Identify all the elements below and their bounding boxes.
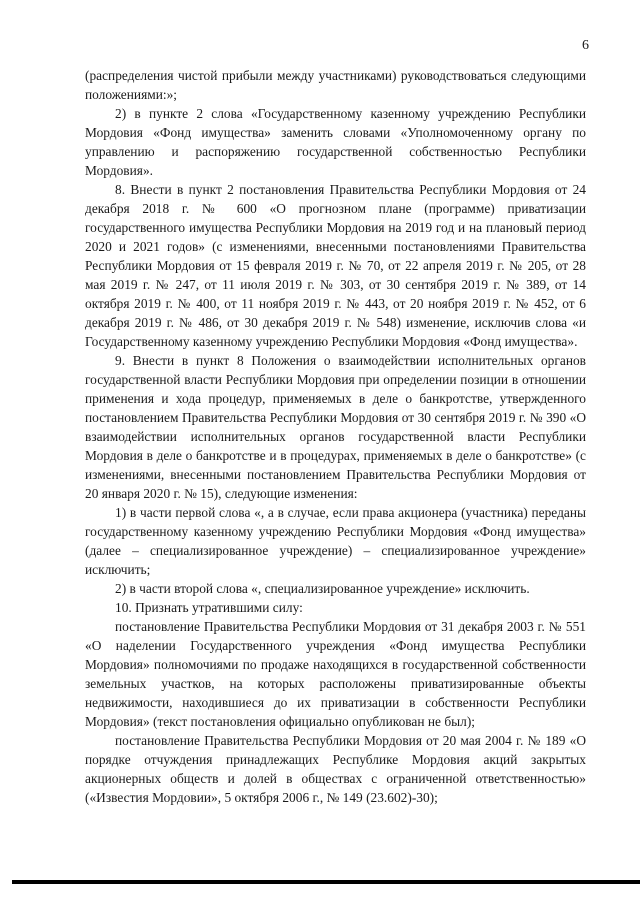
paragraph-repealed-551: постановление Правительства Республики Мордовия от 31 декабря 2003 г. № 551 «О наделении Государственного учреждения «Фонд имущества Республики Мордовия» полномочиями по продаже находящихся в государственной собственности земельных участков, на которых расположены приватизированные объекты недвижимости, находившиеся до их приватизации в собственности Республики Мордовия» (текст постановления официально опубликован не был); [85,619,586,729]
paragraph-item-10: 10. Признать утратившими силу: [115,600,303,615]
paragraph-subitem-1: 1) в части первой слова «, а в случае, если права акционера (участника) переданы государственному казенному учреждению Республики Мордовия «Фонд имущества» (далее – специализированное учреждение) – специализированное учреждение» исключить; [85,505,586,577]
document-body [85,66,586,807]
bottom-scan-border [12,880,640,884]
page-number: 6 [582,38,589,53]
paragraph-repealed-189: постановление Правительства Республики Мордовия от 20 мая 2004 г. № 189 «О порядке отчуждения принадлежащих Республике Мордовия акций закрытых акционерных обществ и долей в обществах с ограниченной ответственностью» («Известия Мордовии», 5 октября 2006 г., № 149 (23.602)-30); [85,733,586,805]
paragraph-continuation: (распределения чистой прибыли между участниками) руководствоваться следующими положениями:»; [85,68,586,102]
paragraph-subitem-2: 2) в пункте 2 слова «Государственному казенному учреждению Республики Мордовия «Фонд имущества» заменить словами «Уполномоченному органу по управлению и распоряжению государственной собственностью Республики Мордовия». [85,106,586,178]
paragraph-item-9: 9. Внести в пункт 8 Положения о взаимодействии исполнительных органов государственной власти Республики Мордовия при определении позиции в отношении применения и хода процедур, применяемых в деле о банкротстве, утвержденного постановлением Правительства Республики Мордовия от 30 сентября 2019 г. № 390 «О взаимодействии исполнительных органов государственной власти Республики Мордовия в деле о банкротстве и в процедурах, применяемых в деле о банкротстве» (с изменениями, внесенными постановлением Правительства Республики Мордовия от 20 января 2020 г. № 15), следующие изменения: [85,353,586,501]
paragraph-item-8: 8. Внести в пункт 2 постановления Правительства Республики Мордовия от 24 декабря 2018 г. № 600 «О прогнозном плане (программе) приватизации государственного имущества Республики Мордовия на 2019 год и на плановый период 2020 и 2021 годов» (с изменениями, внесенными постановлениями Правительства Республики Мордовия от 15 февраля 2019 г. № 70, от 22 апреля 2019 г. № 205, от 28 мая 2019 г. № 247, от 11 июля 2019 г. № 303, от 30 сентября 2019 г. № 389, от 14 октября 2019 г. № 400, от 11 ноября 2019 г. № 443, от 20 ноября 2019 г. № 452, от 6 декабря 2019 г. № 486, от 30 декабря 2019 г. № 548) изменение, исключив слова «и Государственному казенному учреждению Республики Мордовия «Фонд имущества». [85,182,586,349]
paragraph-subitem-2b: 2) в части второй слова «, специализированное учреждение» исключить. [115,581,530,596]
